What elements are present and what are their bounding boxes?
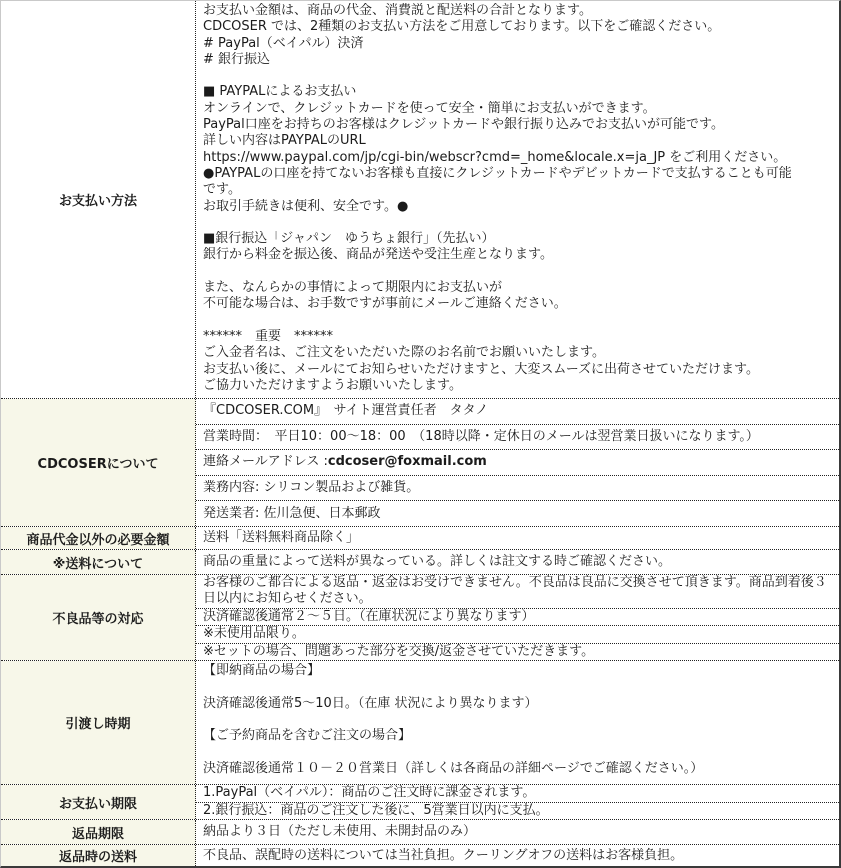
text-line: ご協力いただけますようお願いいたします。: [203, 377, 462, 393]
subrow: [196, 399, 839, 425]
text-line: 【ご予約商品を含むご注文の場合】: [203, 728, 412, 744]
row-content-payment-method: [196, 1, 839, 398]
contact-email-text: cdcoser@foxmail.com: [327, 454, 487, 470]
row-defective-items: [1, 575, 839, 661]
row-header-shipping-note: ※送料について: [1, 550, 196, 574]
row-header-about-cdcoser: CDCOSERについて: [1, 399, 196, 526]
row-return-deadline: [1, 820, 839, 845]
row-content-payment-deadline: [196, 785, 839, 819]
text-line: CDCOSER では、2種類のお支払い方法をご用意しております。以下をご確認ください。: [203, 19, 721, 35]
text-line: # PayPal（ベイパル）決済: [203, 35, 364, 51]
text-line: ●PAYPALの口座を持てないお客様も直接にクレジットカードやデビットカードで支払することも可能: [203, 165, 792, 181]
text-line: ****** 重要 ******: [203, 328, 334, 344]
subrow: [196, 803, 839, 820]
row-content-return-shipping: [196, 845, 839, 866]
row-content-extra-fees: [196, 527, 839, 549]
text-line: 銀行から料金を振込後、商品が発送や受注生産となります。: [203, 247, 553, 263]
subrow: [196, 425, 839, 451]
subrow-text: ※未使用品限り。: [203, 626, 305, 642]
text-line: 不可能な場合は、お手数ですが事前にメールご連絡ください。: [203, 296, 567, 312]
text-line: 詳しい内容はPAYPALのURL: [203, 133, 366, 149]
row-payment-deadline: [1, 785, 839, 820]
text-line: オンラインで、クレジットカードを使って安全・簡単にお支払いができます。: [203, 100, 656, 116]
row-delivery-time: [1, 661, 839, 785]
text-line: また、なんらかの事情によって期限内にお支払いが: [203, 280, 503, 296]
text-line: お支払い金額は、商品の代金、消費説と配送料の合計となります。: [203, 3, 592, 18]
subrow-text: 業務内容: シリコン製品および雑貨。: [203, 480, 420, 496]
text-line: お支払い後に、メールにてお知らせいただけますと、大変スムーズに出荷させていただけます。: [203, 361, 760, 377]
text-line: [203, 264, 837, 280]
subrow-text: 営業時間： 平日10：00～18：00 （18時以降・定休日のメールは翌営業日扱いになります。）: [203, 428, 759, 444]
text-line: です。: [203, 182, 241, 198]
row-payment-method: [1, 1, 839, 399]
subrow-text: 不良品、誤配時の送料については当社負担。クーリングオフの送料はお客様負担。: [203, 847, 684, 863]
row-header-return-shipping: 返品時の送料: [1, 845, 196, 866]
text-line: PayPal口座をお持ちのお客様はクレジットカードや銀行振り込みでお支払いが可能です。: [203, 117, 724, 133]
text-line: [203, 215, 837, 231]
row-header-defective-items: 不良品等の対応: [1, 575, 196, 660]
subrow: [196, 626, 839, 644]
row-header-return-deadline: 返品期限: [1, 820, 196, 844]
subrow: [196, 609, 839, 627]
row-content-defective-items: [196, 575, 839, 660]
subrow-text: 『CDCOSER.COM』 サイト運営責任者 タタノ: [203, 403, 489, 419]
row-content-return-deadline: [196, 820, 839, 844]
row-return-shipping: [1, 845, 839, 866]
subrow: [196, 527, 839, 549]
subrow: [196, 501, 839, 526]
subrow-text: 納品より３日（ただし未使用、未開封品のみ）: [203, 824, 477, 839]
subrow-text: 1.PayPal（ベイパル）：商品のご注文時に課金されます。: [203, 785, 536, 801]
subrow: [196, 820, 839, 844]
row-shipping-note: [1, 550, 839, 575]
row-header-payment-deadline: お支払い期限: [1, 785, 196, 819]
row-extra-fees: [1, 527, 839, 550]
row-header-delivery-time: 引渡し時期: [1, 661, 196, 784]
subrow: [196, 785, 839, 803]
text-line: 決済確認後通常１０－２０営業日（詳しくは各商品の詳細ページでご確認ください。）: [203, 760, 704, 776]
text-line: ご入金者名は、ご注文をいただいた際のお名前でお願いいたします。: [203, 345, 605, 361]
subrow-text: 商品の重量によって送料が異なっている。詳しくは註文する時ご確認ください。: [203, 554, 672, 569]
text-line: ■ PAYPALによるお支払い: [203, 84, 357, 100]
subrow-text: お客様のご都合による返品・返金はお受けできません。不良品は良品に交換させて頂きます。商品到着後３日以内にお知らせください。: [203, 575, 827, 607]
text-line: [203, 68, 837, 84]
text-line: [203, 712, 837, 728]
subrow: [196, 845, 839, 866]
subrow: [196, 550, 839, 574]
subrow: [196, 450, 839, 476]
row-header-extra-fees: 商品代金以外の必要金額: [1, 527, 196, 549]
text-line: お取引手続きは便利、安全です。●: [203, 198, 409, 214]
subrow-text: 発送業者: 佐川急便、日本郵政: [203, 505, 381, 521]
row-content-delivery-time: [196, 661, 839, 784]
text-line: 【即納商品の場合】: [203, 663, 321, 678]
subrow-text: 2.銀行振込：商品のご注文した後に、5営業日以内に支払。: [203, 802, 549, 818]
subrow: [196, 575, 839, 609]
subrow-text: 送料「送料無料商品除く」: [203, 530, 360, 545]
subrow: [196, 644, 839, 661]
row-header-payment-method: お支払い方法: [1, 1, 196, 398]
text-line: 決済確認後通常5～10日。（在庫 状況により異なります）: [203, 695, 538, 711]
subrow-text: ※セットの場合、問題あった部分を交換/返金させていただきます。: [203, 643, 595, 659]
row-about-cdcoser: [1, 399, 839, 527]
subrow: [196, 476, 839, 502]
text-line: https://www.paypal.com/jp/cgi-bin/webscr?cmd=_home&locale.x=ja_JP をご利用ください。: [203, 149, 787, 165]
row-content-about-cdcoser: [196, 399, 839, 526]
text-line: [203, 679, 837, 695]
text-line: [203, 313, 837, 329]
subrow-text: 決済確認後通常２～５日。（在庫状況により異なります）: [203, 608, 535, 624]
text-line: [203, 744, 837, 760]
text-line: ■銀行振込「ジャパン ゆうちょ銀行」（先払い）: [203, 231, 495, 247]
text-line: # 銀行振込: [203, 51, 271, 67]
subrow-text: 連絡メールアドレス :: [203, 454, 328, 470]
row-content-shipping-note: [196, 550, 839, 574]
